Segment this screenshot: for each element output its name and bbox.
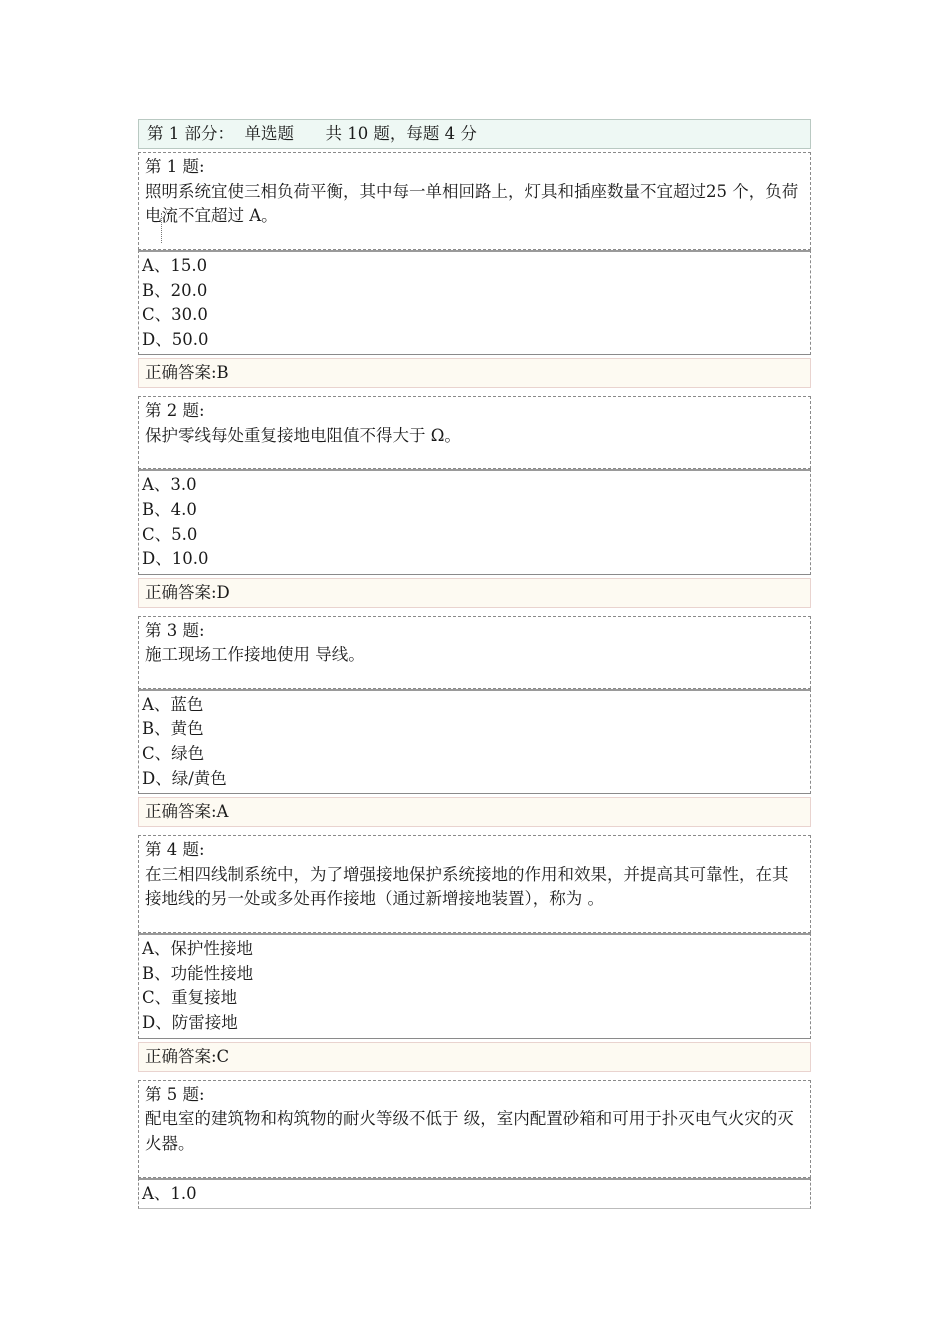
options-list <box>138 469 811 574</box>
correct-answer: 正确答案:B <box>138 358 811 388</box>
options-list <box>138 1178 811 1210</box>
question-box <box>138 396 811 469</box>
correct-answer: 正确答案:A <box>138 797 811 827</box>
question-box <box>138 1080 811 1178</box>
question-number: 第 4 题: <box>145 840 205 860</box>
option-d[interactable]: D、50.0 <box>142 329 209 349</box>
option-a[interactable]: A、1.0 <box>142 1183 197 1203</box>
question-text: 保护零线每处重复接地电阻值不得大于 Ω。 <box>145 425 461 445</box>
question-block <box>138 396 811 607</box>
question-number: 第 1 题: <box>145 157 205 176</box>
option-b[interactable]: B、20.0 <box>142 280 208 300</box>
question-number: 第 3 题: <box>145 620 205 640</box>
question-text: 配电室的建筑物和构筑物的耐火等级不低于 级，室内配置砂箱和可用于扑灭电气火灾的灭火器。 <box>145 1109 794 1153</box>
option-a[interactable]: A、15.0 <box>142 256 208 275</box>
question-box <box>138 152 811 250</box>
question-block <box>138 152 811 388</box>
option-c[interactable]: C、30.0 <box>142 305 208 325</box>
question-text: 施工现场工作接地使用 导线。 <box>145 645 365 665</box>
question-text: 照明系统宜使三相负荷平衡，其中每一单相回路上，灯具和插座数量不宜超过25 个，负荷电流不宜超过 A。 <box>145 181 799 225</box>
section-header: 第 1 部分： 单选题 共 10 题，每题 4 分 <box>138 119 811 149</box>
correct-answer: 正确答案:C <box>138 1042 811 1072</box>
option-d[interactable]: D、10.0 <box>142 549 209 569</box>
option-a[interactable]: A、保护性接地 <box>142 939 253 959</box>
option-c[interactable]: C、5.0 <box>142 524 198 544</box>
option-a[interactable]: A、3.0 <box>142 475 197 495</box>
option-a[interactable]: A、蓝色 <box>142 694 204 714</box>
correct-answer: 正确答案:D <box>138 578 811 608</box>
option-d[interactable]: D、防雷接地 <box>142 1012 238 1032</box>
options-list <box>138 689 811 794</box>
option-b[interactable]: B、4.0 <box>142 499 197 519</box>
question-block <box>138 616 811 827</box>
option-b[interactable]: B、功能性接地 <box>142 963 254 983</box>
options-list <box>138 933 811 1038</box>
question-number: 第 2 题: <box>145 401 205 421</box>
text-cursor <box>161 213 163 243</box>
option-c[interactable]: C、重复接地 <box>142 988 238 1008</box>
question-block <box>138 835 811 1071</box>
options-list <box>138 250 811 355</box>
question-number: 第 5 题: <box>145 1084 205 1104</box>
question-box <box>138 835 811 933</box>
option-b[interactable]: B、黄色 <box>142 719 204 739</box>
question-block <box>138 1080 811 1210</box>
option-d[interactable]: D、绿/黄色 <box>142 768 227 788</box>
question-text: 在三相四线制系统中，为了增强接地保护系统接地的作用和效果，并提高其可靠性，在其接地线的另一处或多处再作接地（通过新增接地装置），称为 。 <box>145 864 789 909</box>
quiz-page <box>138 119 811 1217</box>
question-box <box>138 616 811 689</box>
option-c[interactable]: C、绿色 <box>142 743 205 763</box>
